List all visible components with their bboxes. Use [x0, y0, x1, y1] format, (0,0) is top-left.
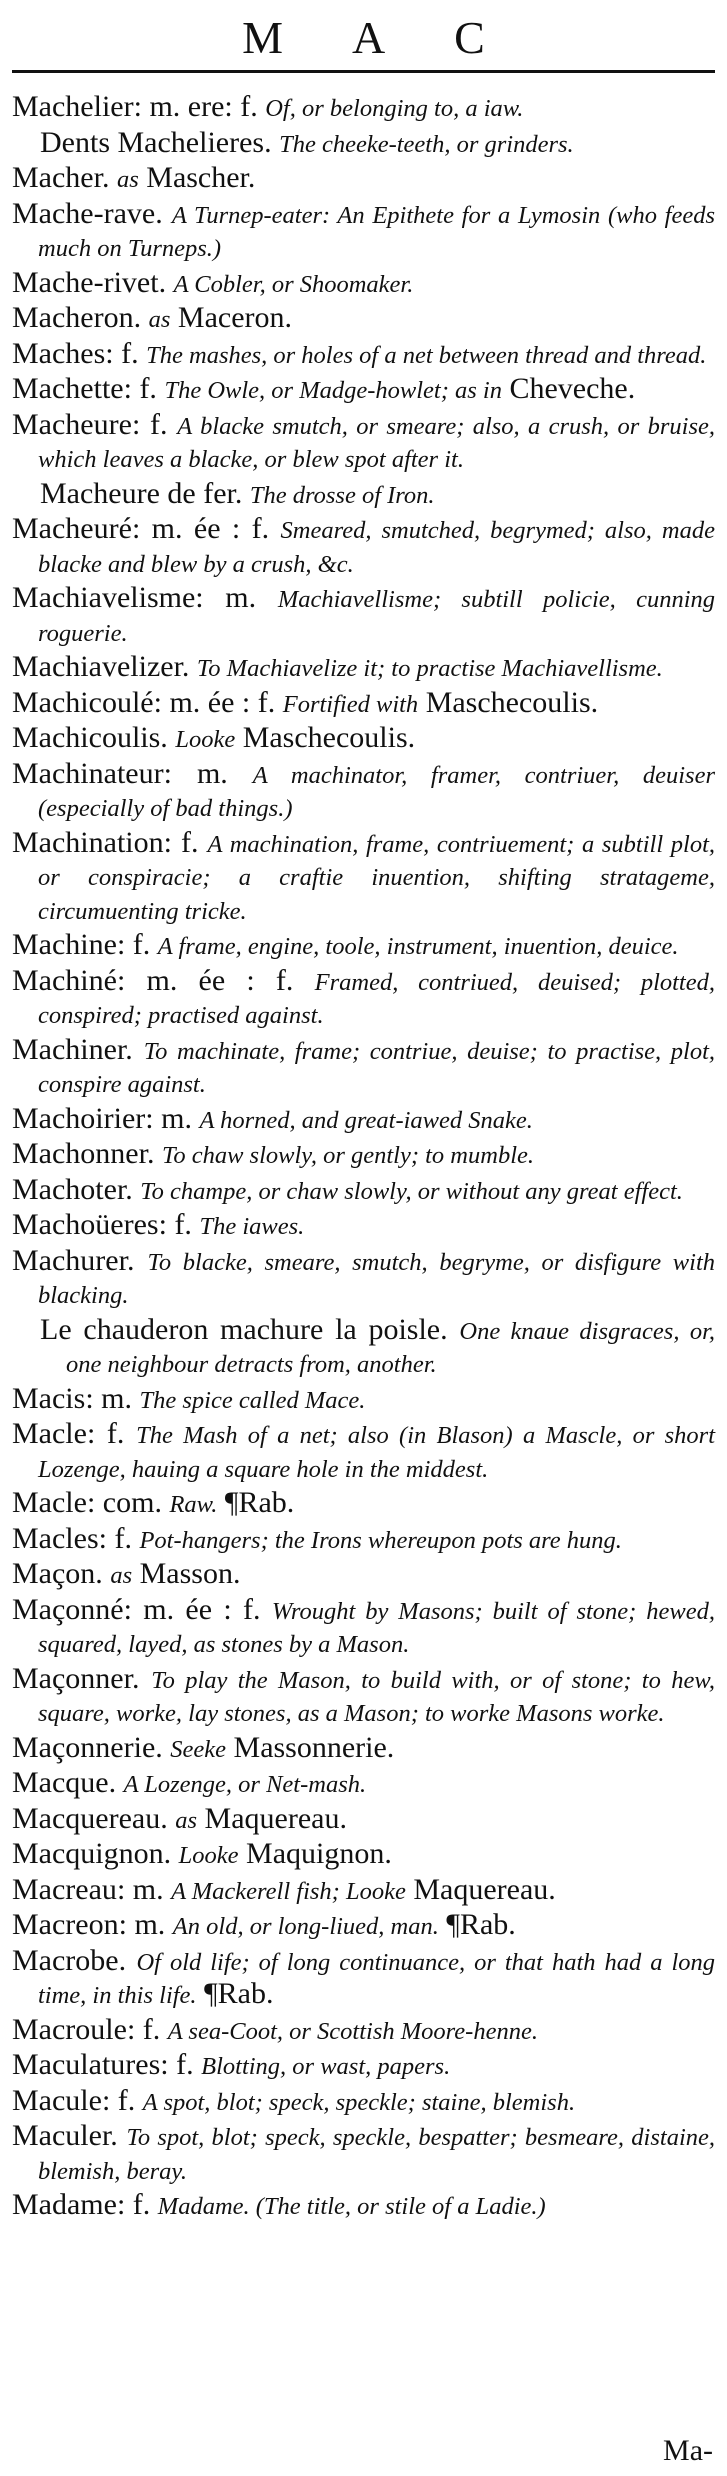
entry-headword: Macquereau.	[12, 1801, 168, 1835]
entry-definition: Fortified with	[282, 690, 419, 718]
entry-headword: Macreon	[12, 1908, 119, 1941]
entry-headword: Macheron.	[12, 301, 142, 334]
entry-reference: Maquignon.	[246, 1837, 392, 1870]
entry-definition: The mashes, or holes of a net between thread and thread.	[146, 341, 707, 369]
entry-definition: as	[116, 166, 139, 193]
dictionary-entry	[12, 1383, 715, 1417]
entry-headword: Machurer.	[12, 1243, 135, 1277]
entry-headword: Maculer.	[12, 2119, 118, 2152]
dictionary-entry	[12, 1663, 715, 1730]
entry-reference: Maquereau.	[413, 1872, 556, 1906]
dictionary-entry	[12, 1138, 715, 1172]
entry-headword: Macheuré	[12, 512, 132, 545]
entry-definition: Smeared, smutched, begrymed; also, made blacke and blew by a crush, &c.	[38, 517, 715, 578]
header-rule	[12, 70, 715, 73]
dictionary-entry	[12, 302, 715, 336]
entry-headword: Maculatures	[12, 2048, 161, 2081]
entry-headword: Maçon.	[12, 1557, 103, 1590]
dictionary-entry	[12, 1209, 715, 1243]
entry-reference: ¶Rab.	[204, 1977, 274, 2010]
entry-definition: Looke	[178, 1842, 239, 1869]
entry-definition: To chaw slowly, or gently; to mumble.	[161, 1142, 535, 1169]
dictionary-entry	[12, 409, 715, 476]
entry-grammar: : m. ere: f.	[133, 90, 258, 123]
entry-definition: The iawes.	[199, 1213, 305, 1240]
entry-definition: Machiavellisme; subtill policie, cunning roguerie.	[38, 586, 716, 647]
dictionary-entry	[12, 1874, 715, 1908]
entry-definition: A machination, frame, contriuement; a subtill plot, or conspiracie; a craftie inuention, shifting stratageme, circumuenting tricke.	[38, 830, 716, 925]
entry-headword: Machoirier	[12, 1101, 146, 1135]
entry-headword: Machiné	[12, 963, 117, 997]
entry-definition: To Machiavelize it; to practise Machiavellisme.	[196, 655, 663, 682]
dictionary-entry	[12, 1418, 715, 1485]
entry-reference: Cheveche.	[509, 372, 636, 405]
dictionary-entry	[12, 198, 715, 265]
entry-grammar: : f.	[123, 372, 157, 405]
entry-headword: Machiner.	[12, 1032, 133, 1066]
entry-grammar: : f.	[131, 407, 168, 441]
entry-reference: Maschecoulis.	[425, 685, 599, 719]
dictionary-entry	[12, 1103, 715, 1137]
entry-grammar: : f.	[116, 2188, 151, 2221]
entry-headword: Machette	[12, 372, 124, 405]
entry-grammar: : f.	[98, 1521, 132, 1555]
dictionary-entry	[12, 267, 715, 301]
entry-headword: Macher.	[12, 161, 110, 194]
entry-definition: A blacke smutch, or smeare; also, a crush, or bruise, which leaves a blacke, or blew spot after it.	[38, 412, 715, 473]
entry-headword: Macquignon.	[12, 1837, 172, 1870]
dictionary-entry	[12, 1487, 715, 1521]
entry-definition: The drosse of Iron.	[249, 481, 435, 509]
entry-grammar: : m.	[145, 1101, 192, 1135]
entry-headword: Machination	[12, 825, 164, 859]
entry-grammar: : com.	[86, 1486, 162, 1519]
dictionary-entry	[12, 1245, 715, 1312]
entry-definition: Blotting, or wast, papers.	[201, 2053, 451, 2080]
entry-headword: Macheure	[12, 407, 132, 441]
dictionary-entry	[12, 478, 715, 512]
entry-headword: Macque.	[12, 1766, 117, 1799]
entry-reference: Maceron.	[177, 301, 293, 334]
entry-headword: Machiavelisme	[12, 581, 196, 614]
entry-headword: Maçonner.	[12, 1661, 140, 1695]
entry-definition: A machinator, framer, contriuer, deuiser (especially of bad things.)	[38, 761, 715, 822]
dictionary-entry	[12, 1594, 715, 1661]
entry-definition: A frame, engine, toole, instrument, inuention, deuice.	[157, 933, 679, 960]
entry-definition: Seeke	[170, 1735, 227, 1763]
entry-headword: Mache-rivet.	[12, 265, 167, 299]
entry-list	[12, 91, 715, 2223]
entry-definition: A horned, and great-iawed Snake.	[199, 1106, 533, 1134]
entry-definition: An old, or long-liued, man.	[172, 1913, 439, 1940]
entry-definition: Pot-hangers; the Irons whereupon pots are hung.	[139, 1526, 622, 1554]
entry-grammar: : m. ée : f.	[116, 963, 294, 997]
entry-reference: Massonnerie.	[233, 1730, 395, 1764]
dictionary-entry	[12, 2014, 715, 2048]
entry-definition: Raw.	[169, 1491, 218, 1518]
entry-definition: To champe, or chaw slowly, or without any great effect.	[140, 1177, 683, 1205]
dictionary-entry	[12, 2120, 715, 2187]
dictionary-entry	[12, 1523, 715, 1557]
entry-reference: Maschecoulis.	[242, 721, 416, 754]
dictionary-entry	[12, 758, 715, 825]
entry-definition: The cheeke-teeth, or grinders.	[279, 130, 574, 158]
dictionary-entry	[12, 1838, 715, 1872]
dictionary-entry	[12, 722, 715, 756]
entry-definition: as	[175, 1806, 198, 1834]
dictionary-entry	[12, 1767, 715, 1801]
entry-definition: Madame. (The title, or stile of a Ladie.)	[157, 2193, 546, 2220]
entry-definition: A sea-Coot, or Scottish Moore-henne.	[167, 2017, 538, 2045]
entry-definition: The Mash of a net; also (in Blason) a Mascle, or short Lozenge, hauing a square hole in the middest.	[38, 1422, 716, 1483]
dictionary-entry	[12, 1945, 715, 2012]
dictionary-entry	[12, 2085, 715, 2119]
entry-definition: To machinate, frame; contriue, deuise; to practise, plot, conspire against.	[38, 1037, 716, 1098]
entry-headword: Dents Machelieres.	[40, 125, 272, 159]
dictionary-entry	[12, 1558, 715, 1592]
entry-definition: The Owle, or Madge-howlet; as in	[164, 377, 502, 404]
entry-definition: Looke	[175, 726, 236, 753]
entry-definition: Of, or belonging to, a iaw.	[265, 95, 524, 122]
entry-grammar: : f.	[86, 1417, 125, 1450]
dictionary-entry	[12, 582, 715, 649]
dictionary-entry	[12, 513, 715, 580]
dictionary-entry	[12, 1732, 715, 1766]
dictionary-entry	[12, 127, 715, 161]
entry-definition: Framed, contriued, deuised; plotted, conspired; practised against.	[38, 968, 715, 1029]
entry-grammar: : m. ée : f.	[123, 1592, 261, 1626]
entry-headword: Machinateur	[12, 756, 164, 790]
entry-definition: as	[148, 306, 171, 333]
entry-headword: Le chauderon machure la poisle.	[40, 1312, 448, 1346]
dictionary-entry	[12, 2189, 715, 2223]
entry-headword: Macles	[12, 1521, 99, 1555]
entry-headword: Mache-rave.	[12, 196, 163, 230]
entry-grammar: : f.	[105, 336, 139, 370]
dictionary-entry	[12, 91, 715, 125]
dictionary-entry	[12, 929, 715, 963]
dictionary-entry	[12, 687, 715, 721]
entry-headword: Machicoulé	[12, 685, 154, 719]
entry-headword: Macrobe.	[12, 1943, 127, 1977]
page-header: M A C	[242, 12, 515, 63]
entry-headword: Machiavelizer.	[12, 650, 190, 683]
entry-headword: Macule	[12, 2083, 102, 2117]
entry-grammar: : f.	[116, 928, 151, 961]
entry-headword: Macroule	[12, 2012, 127, 2046]
entry-grammar: : f.	[160, 2048, 194, 2081]
dictionary-entry	[12, 1803, 715, 1837]
entry-grammar: : m.	[116, 1872, 164, 1906]
entry-grammar: : m. ée : f.	[131, 512, 270, 545]
dictionary-entry	[12, 965, 715, 1032]
entry-reference: Maquereau.	[204, 1801, 347, 1835]
entry-definition: A Lozenge, or Net-mash.	[123, 1771, 367, 1798]
entry-grammar: : f.	[101, 2083, 136, 2117]
dictionary-entry	[12, 1314, 715, 1381]
entry-headword: Machoüeres	[12, 1208, 159, 1241]
entry-reference: ¶Rab.	[446, 1908, 516, 1941]
entry-grammar: : m. ée : f.	[153, 685, 276, 719]
entry-reference: Mascher.	[146, 161, 256, 194]
entry-headword: Machonner.	[12, 1137, 155, 1170]
dictionary-entry	[12, 373, 715, 407]
entry-grammar: : m.	[195, 581, 257, 614]
dictionary-entry	[12, 162, 715, 196]
entry-headword: Maches	[12, 336, 106, 370]
entry-headword: Macle	[12, 1417, 87, 1450]
entry-definition: The spice called Mace.	[139, 1386, 366, 1414]
dictionary-entry	[12, 1034, 715, 1101]
entry-reference: Masson.	[139, 1557, 241, 1590]
entry-definition: A Mackerell fish; Looke	[171, 1877, 406, 1905]
entry-definition: A spot, blot; speck, speckle; staine, blemish.	[142, 2088, 576, 2116]
entry-headword: Macis	[12, 1381, 86, 1415]
entry-definition: A Cobler, or Shoomaker.	[173, 270, 414, 298]
entry-definition: To blacke, smeare, smutch, begryme, or disfigure with blacking.	[38, 1248, 715, 1309]
entry-definition: Wrought by Masons; built of stone; hewed, squared, layed, as stones by a Mason.	[38, 1597, 715, 1658]
dictionary-entry	[12, 827, 715, 928]
entry-headword: Macle	[12, 1486, 87, 1519]
entry-definition: as	[110, 1562, 133, 1589]
entry-definition: To play the Mason, to build with, or of stone; to hew, square, worke, lay stones, as a Mason; to worke Masons worke.	[38, 1666, 715, 1727]
catchword: Ma-	[663, 2434, 713, 2467]
entry-definition: Of old life; of long continuance, or that hath had a long time, in this life.	[38, 1948, 716, 2009]
entry-grammar: : f.	[158, 1208, 192, 1241]
dictionary-entry	[12, 1174, 715, 1208]
dictionary-entry	[12, 2049, 715, 2083]
entry-headword: Machelier	[12, 90, 134, 123]
entry-headword: Machicoulis.	[12, 721, 168, 754]
entry-headword: Macreau	[12, 1872, 117, 1906]
entry-definition: To spot, blot; speck, speckle, bespatter; besmeare, distaine, blemish, beray.	[38, 2124, 715, 2185]
entry-grammar: : m.	[118, 1908, 166, 1941]
entry-reference: ¶Rab.	[224, 1486, 295, 1519]
dictionary-entry	[12, 1909, 715, 1943]
entry-definition: A Turnep-eater: An Epithete for a Lymosin (who feeds much on Turneps.)	[38, 201, 716, 262]
entry-headword: Machine	[12, 928, 117, 961]
entry-grammar: : m.	[85, 1381, 132, 1415]
entry-grammar: : f.	[126, 2012, 161, 2046]
entry-headword: Madame	[12, 2188, 117, 2221]
entry-headword: Macheure de fer.	[40, 476, 243, 510]
entry-headword: Maçonnerie.	[12, 1730, 163, 1764]
dictionary-entry	[12, 651, 715, 685]
entry-headword: Maçonné	[12, 1592, 124, 1626]
dictionary-entry	[12, 338, 715, 372]
entry-headword: Machoter.	[12, 1172, 133, 1206]
entry-grammar: : m.	[163, 756, 228, 790]
entry-grammar: : f.	[163, 825, 199, 859]
entry-definition: One knaue disgraces, or, one neighbour detracts from, another.	[66, 1317, 716, 1378]
